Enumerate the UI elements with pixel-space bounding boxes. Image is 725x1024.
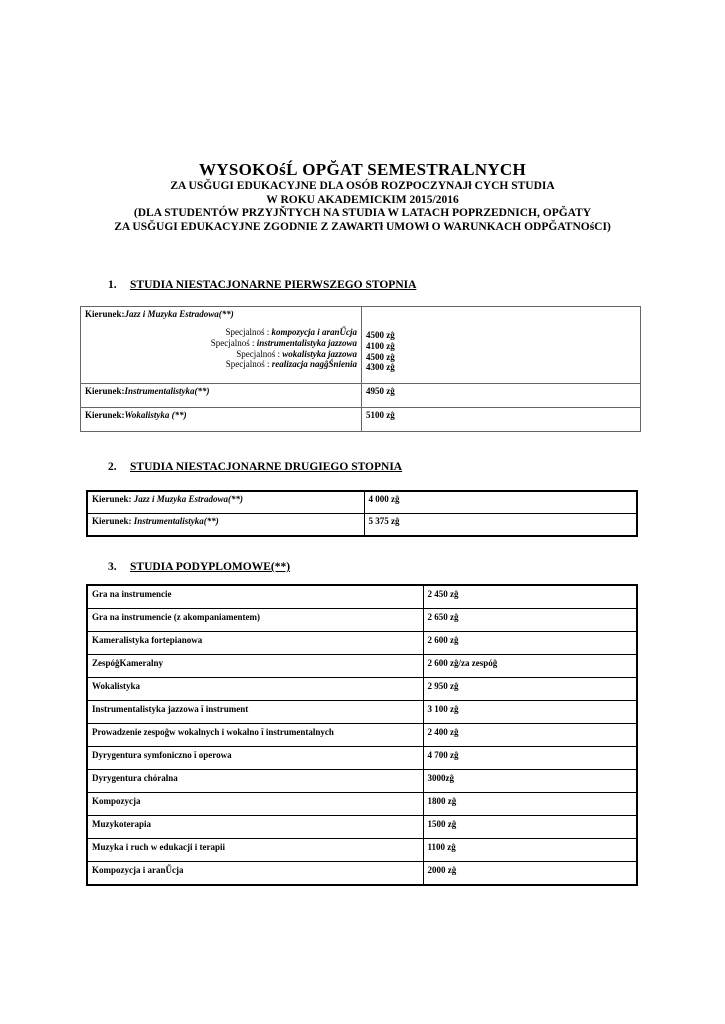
list-item: Specjalnoś : instrumentalistyka jazzowa — [210, 337, 357, 348]
table-row: Kierunek: Instrumentalistyka(**) 5 375 zĝ — [87, 514, 637, 537]
jazz-prices-cell — [362, 307, 641, 384]
program-name: Instrumentalistyka jazzowa ĭ instrument — [87, 701, 423, 724]
subtitle-line-1: ZA USĞUGI EDUKACYJNE DLA OSÓB ROZPOCZYNAJł CYCH STUDIA — [170, 180, 555, 192]
program-name: Kameralistyka fortepianowa — [87, 632, 423, 655]
program-name: Gra na instrumencie — [87, 585, 423, 609]
section-3-number: 3. — [108, 561, 117, 573]
table-row — [81, 307, 641, 384]
section-1-number: 1. — [108, 279, 117, 291]
price-value: 2 600 zĝ/za zespóĝ — [423, 655, 637, 678]
table-row: Kierunek: Jazz i Muzyka Estradowa(**) 4 000 zĝ — [87, 491, 637, 514]
table-row — [87, 862, 637, 886]
subtitle-line-3: (DLA STUDENTÓW PRZYJŇTYCH NA STUDIA W LATACH POPRZEDNICH, OPĞATY — [133, 207, 592, 219]
subtitle-line-4: ZA USĞUGI EDUKACYJNE ZGODNIE Z ZAWARTł UMOWł O WARUNKACH ODPĞATNOśCI) — [114, 220, 611, 233]
price-value: 2 650 zĝ — [423, 609, 637, 632]
program-name: Kompozycja i aranŰcja — [87, 862, 423, 886]
kierunek-jazz-cell: Kierunek:Jazz i Muzyka Estradowa(**) Specjalnoś : kompozycja i aranŰcja Specjalnoś : instrumentalistyka jazzowa Specjalnoś : wokalistyka jazzowa Specjalnoś : realizacja nagĝŚnienia — [81, 307, 362, 384]
program-name: Prowadzenie zespoĝw wokalnych i wokalno ĭ instrumentalnych — [87, 724, 423, 747]
table-row — [87, 678, 637, 701]
section-1-table — [80, 306, 641, 432]
program-name: ZespóĝKameralny — [87, 655, 423, 678]
price-value: 4100 zĝ — [366, 340, 395, 351]
price-value: 4300 zĝ — [366, 362, 395, 373]
program-name: Muzyka i ruch w edukacji i terapii — [87, 839, 423, 862]
table-row — [87, 701, 637, 724]
price-value: 2 600 zĝ — [423, 632, 637, 655]
price-value: 4950 zĝ — [362, 384, 641, 408]
table-row — [87, 655, 637, 678]
table-row — [87, 816, 637, 839]
program-name: Muzykoterapia — [87, 816, 423, 839]
price-value: 3000zĝ — [423, 770, 637, 793]
kierunek-name: Instrumentalistyka(**) — [133, 516, 219, 526]
program-name: Wokalistyka — [87, 678, 423, 701]
list-item: Specjalnoś : realizacja nagĝŚnienia — [225, 359, 357, 370]
section-1-heading — [108, 279, 416, 291]
section-1-title: STUDIA NIESTACJONARNE PIERWSZEGO STOPNIA — [130, 279, 417, 291]
section-3-heading — [108, 561, 290, 573]
price-value: 2 400 zĝ — [423, 724, 637, 747]
section-2-title: STUDIA NIESTACJONARNE DRUGIEGO STOPNIA — [130, 461, 403, 473]
price-value: 4 700 zĝ — [423, 747, 637, 770]
price-value: 4500 zĝ — [366, 330, 395, 340]
section-2-number: 2. — [108, 461, 117, 473]
price-value: 1100 zĝ — [423, 839, 637, 862]
price-value: 4 000 zĝ — [364, 491, 637, 514]
section-2-heading — [108, 461, 402, 473]
program-name: Dyrygentura symfoniczno ĭ operowa — [87, 747, 423, 770]
section-3-table — [86, 584, 638, 886]
kierunek-name: Instrumentalistyka(**) — [124, 386, 210, 396]
page-title: WYSOKOśĹ OPĞAT SEMESTRALNYCH — [198, 160, 527, 179]
subtitle-line-2: W ROKU AKADEMICKIM 2015/2016 — [266, 193, 459, 206]
price-value: 5100 zĝ — [362, 408, 641, 432]
price-value: 1800 zĝ — [423, 793, 637, 816]
table-row — [87, 609, 637, 632]
kierunek-jazz-name: Jazz i Muzyka Estradowa(**) — [124, 309, 234, 319]
price-value: 1500 zĝ — [423, 816, 637, 839]
table-row — [87, 632, 637, 655]
price-value: 3 100 zĝ — [423, 701, 637, 724]
table-row — [87, 747, 637, 770]
table-row — [87, 839, 637, 862]
kierunek-name: Jazz i Muzyka Estradowa(**) — [133, 494, 244, 504]
table-row: Kierunek:Wokalistyka (**) 5100 zĝ — [81, 408, 641, 432]
price-value: 4500 zĝ — [366, 351, 395, 362]
section-2-table — [86, 490, 638, 537]
table-row: Kierunek:Instrumentalistyka(**) 4950 zĝ — [81, 384, 641, 408]
table-row — [87, 724, 637, 747]
kierunek-name: Wokalistyka (**) — [124, 410, 187, 420]
list-item: Specjalnoś : wokalistyka jazzowa — [236, 348, 357, 359]
price-value: 2 950 zĝ — [423, 678, 637, 701]
program-name: Gra na instrumencie (z akompaniamentem) — [87, 609, 423, 632]
document-header — [0, 160, 725, 234]
section-3-title: STUDIA PODYPLOMOWE(**) — [130, 561, 291, 573]
specialties-list — [85, 327, 357, 370]
table-row — [87, 770, 637, 793]
program-name: Dyrygentura chóralna — [87, 770, 423, 793]
price-value: 2000 zĝ — [423, 862, 637, 886]
price-value: 2 450 zĝ — [423, 585, 637, 609]
table-row — [87, 793, 637, 816]
program-name: Kompozycja — [87, 793, 423, 816]
list-item: Specjalnoś : kompozycja i aranŰcja — [225, 327, 357, 337]
table-row — [87, 585, 637, 609]
price-value: 5 375 zĝ — [364, 514, 637, 537]
